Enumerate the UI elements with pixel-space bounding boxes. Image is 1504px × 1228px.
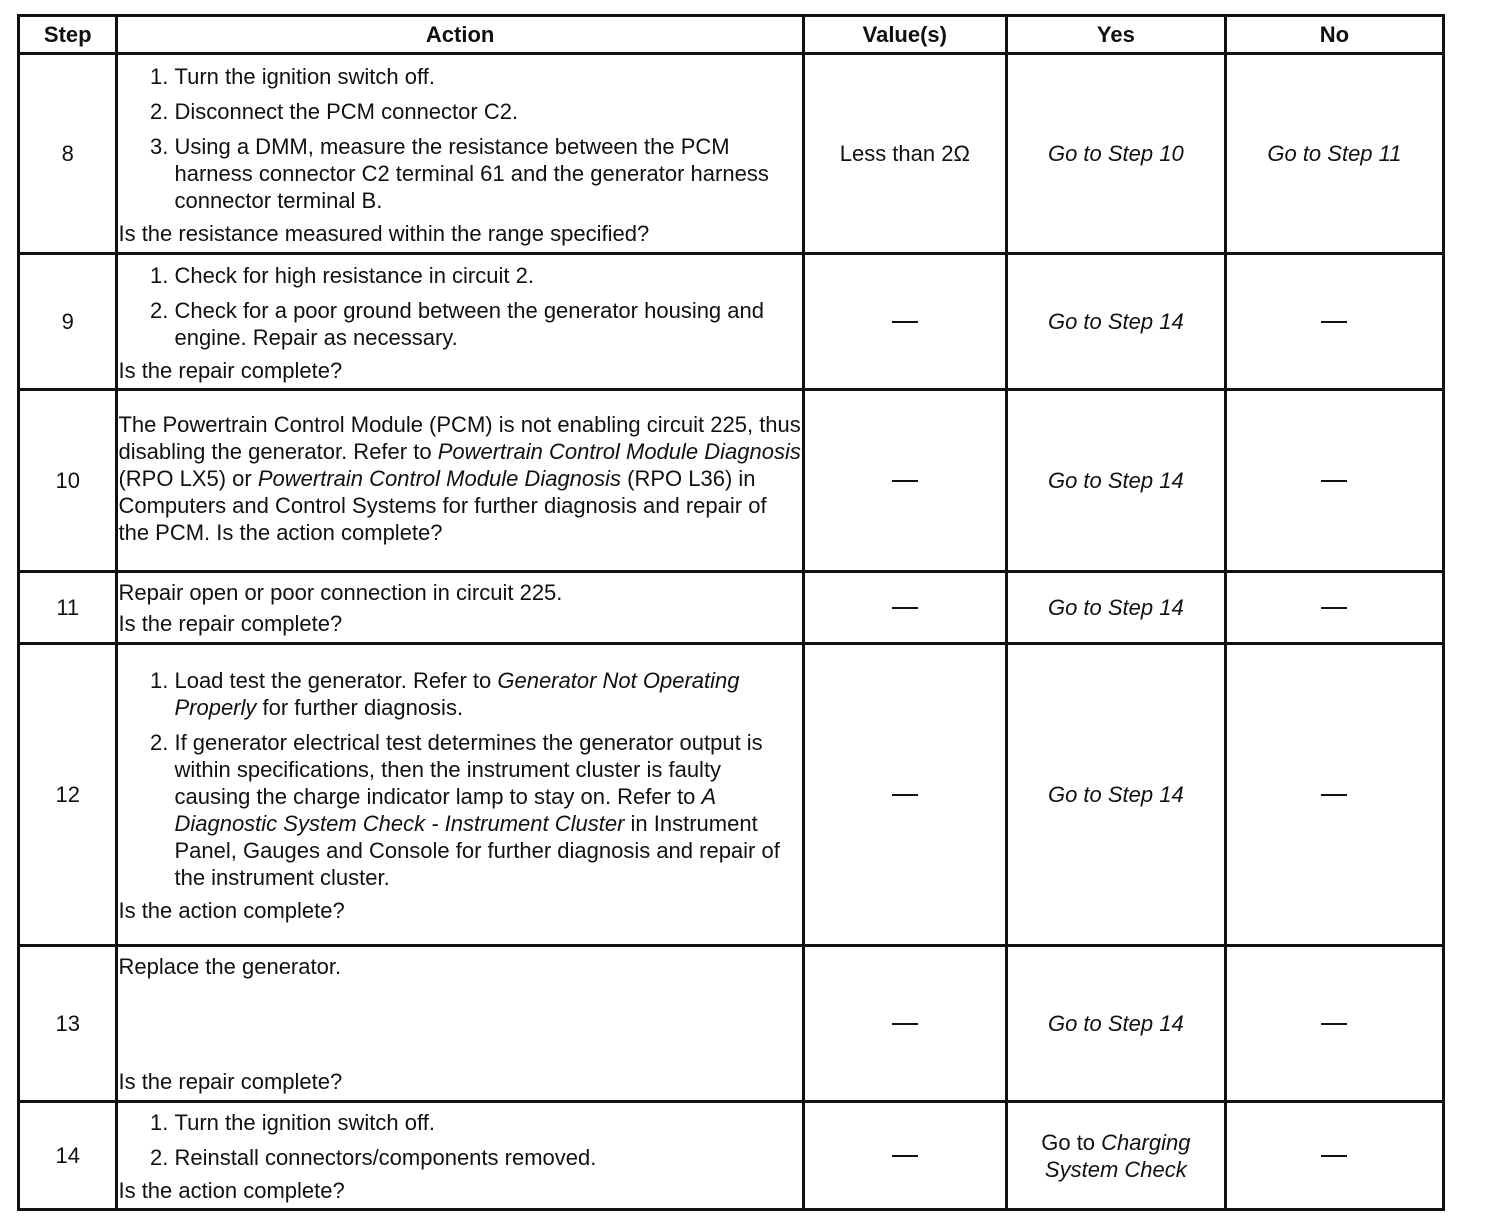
reference-link: Generator Not Operating Properly [174,668,740,720]
no-cell [1225,572,1443,644]
table-row [19,254,1444,390]
yes-cell [1006,572,1225,644]
reference-link: Powertrain Control Module Diagnosis [257,466,622,491]
no-cell [1225,54,1443,254]
action-step-item: 2. Disconnect the PCM connector C2. [174,98,801,125]
value-cell [803,572,1006,644]
action-text: If generator electrical test determines the generator output is within specifications, then the instrument cluster is faulty causing the charge indicator lamp to stay on. Refer to [174,730,763,809]
dash-mark [892,1155,918,1157]
action-cell [117,1102,803,1210]
action-step-item [174,729,801,891]
header-action: Action [117,16,803,54]
header-yes: Yes [1006,16,1225,54]
dash-mark [892,794,918,796]
action-question: Is the action complete? [118,1178,345,1203]
table-row [19,572,1444,644]
action-step-item: 2. Check for a poor ground between the generator housing and engine. Repair as necessary. [174,297,801,351]
yes-cell [1006,644,1225,946]
dash-mark [892,1023,918,1025]
action-question: Is the resistance measured within the range specified? [118,220,650,246]
action-text: for further diagnosis. [262,695,464,720]
dash-mark [1321,1023,1347,1025]
header-values: Value(s) [803,16,1006,54]
no-cell [1225,644,1443,946]
action-steps [118,63,801,214]
dash-mark [1321,1155,1347,1157]
diagnostic-table [17,14,1445,1211]
action-steps [118,262,801,351]
value-cell [803,644,1006,946]
yes-goto: Go to Step 10 [1047,141,1184,166]
value-cell [803,254,1006,390]
reference-link: Powertrain Control Module Diagnosis [437,439,801,464]
dash-mark [892,607,918,609]
action-text: (RPO L36) in Computers and Control Systems for further diagnosis and repair of the PCM. Is the action complete? [118,466,767,545]
action-question: Is the repair complete? [118,610,343,636]
action-steps [118,1109,801,1171]
action-step-item: 2. Reinstall connectors/components removed. [174,1144,801,1171]
table-row [19,390,1444,572]
table-header-row [19,16,1444,54]
step-number: 14 [19,1102,117,1210]
action-cell [117,644,803,946]
action-text: Repair open or poor connection in circuit 225. [118,579,563,605]
action-text: in Instrument Panel, Gauges and Console for further diagnosis and repair of the instrument cluster. [174,811,780,890]
header-no: No [1225,16,1443,54]
yes-goto-prefix: Go to [1041,1129,1096,1155]
dash-mark [1321,794,1347,796]
table-row [19,644,1444,946]
action-cell [117,572,803,644]
action-question: Is the action complete? [118,898,345,923]
action-text: (RPO LX5) or [118,466,252,491]
action-cell [117,254,803,390]
step-number: 9 [19,254,117,390]
yes-goto: Go to Step 14 [1047,595,1184,620]
no-cell [1225,946,1443,1102]
dash-mark [892,321,918,323]
step-number: 10 [19,390,117,572]
table-row [19,54,1444,254]
yes-goto: Go to Step 14 [1047,782,1184,807]
table-row [19,946,1444,1102]
yes-goto: Go to Step 14 [1047,1011,1184,1036]
action-step-item: 3. Using a DMM, measure the resistance between the PCM harness connector C2 terminal 61 and the generator harness connector terminal B. [174,133,801,214]
action-step-item: 1. Check for high resistance in circuit 2. [174,262,801,289]
step-number: 13 [19,946,117,1102]
action-step-item [174,667,801,721]
yes-cell [1006,1102,1225,1210]
dash-mark [1321,480,1347,482]
no-goto: Go to Step 11 [1267,141,1402,166]
no-cell [1225,1102,1443,1210]
value-cell [803,390,1006,572]
action-text: Load test the generator. Refer to [174,668,492,693]
dash-mark [1321,321,1347,323]
table-row [19,1102,1444,1210]
reference-link: A Diagnostic System Check - Instrument Cluster [174,784,716,836]
dash-mark [892,480,918,482]
yes-goto: Go to Step 14 [1047,309,1184,334]
yes-cell [1006,946,1225,1102]
action-step-item: 1. Turn the ignition switch off. [174,63,801,90]
value-cell: Less than 2Ω [803,54,1006,254]
no-cell [1225,254,1443,390]
yes-cell [1006,54,1225,254]
action-cell [117,54,803,254]
yes-goto-reference: Charging System Check [1044,1129,1191,1182]
action-step-item: 1. Turn the ignition switch off. [174,1109,801,1136]
yes-cell [1006,254,1225,390]
value-cell [803,1102,1006,1210]
yes-goto: Go to Step 14 [1047,468,1184,493]
action-question: Is the repair complete? [118,357,343,383]
action-text: Replace the generator. [118,953,342,979]
value-cell [803,946,1006,1102]
dash-mark [1321,607,1347,609]
action-text: The Powertrain Control Module (PCM) is not enabling circuit 225, thus disabling the generator. Refer to [118,412,801,464]
action-cell [117,390,803,572]
yes-cell [1006,390,1225,572]
action-steps [118,667,801,891]
step-number: 11 [19,572,117,644]
header-step: Step [19,16,117,54]
action-question: Is the repair complete? [118,1068,343,1094]
step-number: 8 [19,54,117,254]
step-number: 12 [19,644,117,946]
no-cell [1225,390,1443,572]
action-cell [117,946,803,1102]
action-paragraph [118,411,801,546]
